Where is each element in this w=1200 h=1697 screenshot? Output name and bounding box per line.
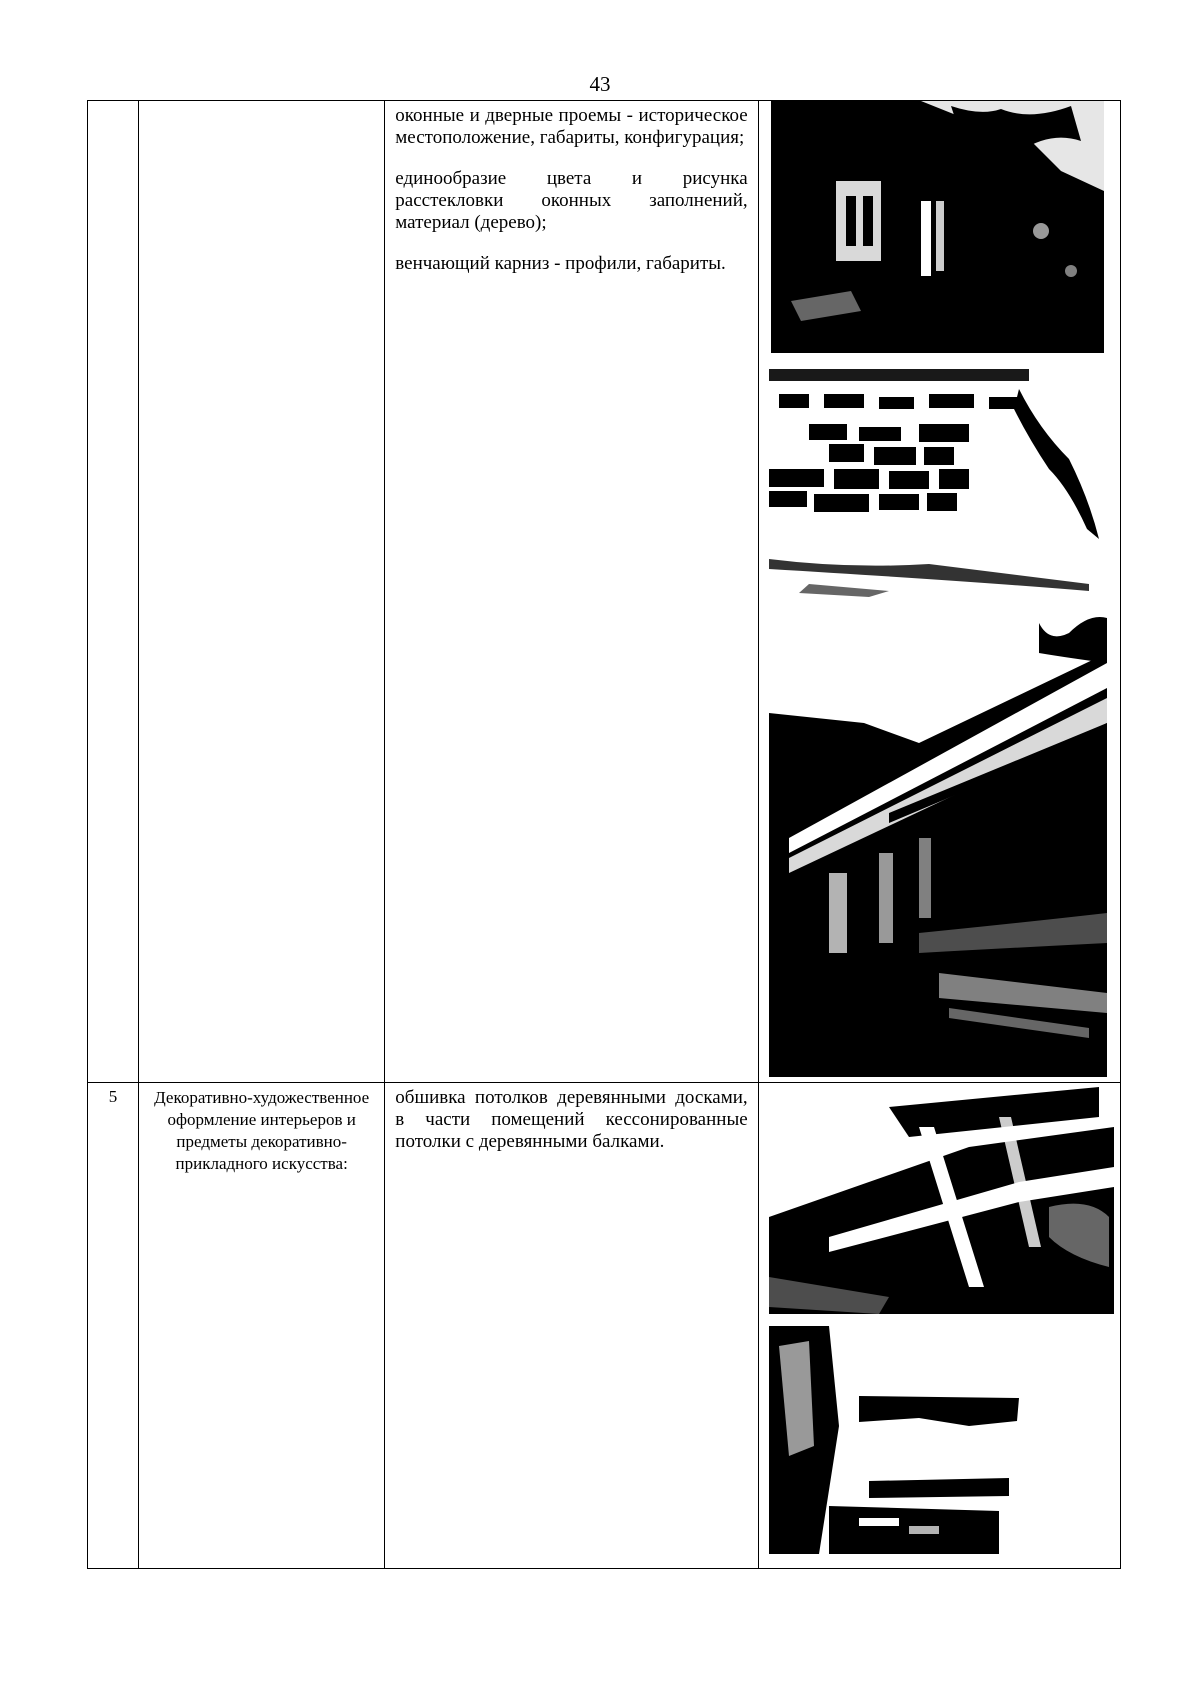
photo-cell <box>758 1083 1120 1569</box>
description-paragraph: венчающий карниз - профили, габариты. <box>395 253 726 274</box>
description-paragraph: обшивка потолков деревянными досками, в части помещений кессонированные потолки с деревянными балками. <box>395 1087 748 1152</box>
description-paragraph: единообразие цвета и рисунка расстекловки оконных заполнений, материал (дерево); <box>395 168 748 233</box>
description-paragraph: оконные и дверные проемы - историческое местоположение, габариты, конфигурация; <box>395 105 748 148</box>
brick-wall-photo <box>769 369 1109 601</box>
object-table <box>87 100 1121 1569</box>
ceiling-beams-photo <box>769 1326 1019 1554</box>
element-name-cell <box>139 101 385 1083</box>
element-name-cell <box>139 1083 385 1569</box>
cornice-photo <box>769 613 1107 1077</box>
table-row <box>88 1083 1121 1569</box>
facade-windows-photo <box>771 101 1104 353</box>
description-cell <box>385 101 758 1083</box>
row-number-cell <box>88 101 139 1083</box>
wooden-ceiling-photo <box>769 1087 1114 1314</box>
element-name: Декоративно-художественное оформление интерьеров и предметы декоративно-прикладного искусства: <box>154 1088 370 1173</box>
description-cell <box>385 1083 758 1569</box>
page-number: 43 <box>589 72 611 96</box>
row-number-cell <box>88 1083 139 1569</box>
row-number: 5 <box>108 1087 118 1106</box>
photo-cell <box>758 101 1120 1083</box>
table-row <box>88 101 1121 1083</box>
